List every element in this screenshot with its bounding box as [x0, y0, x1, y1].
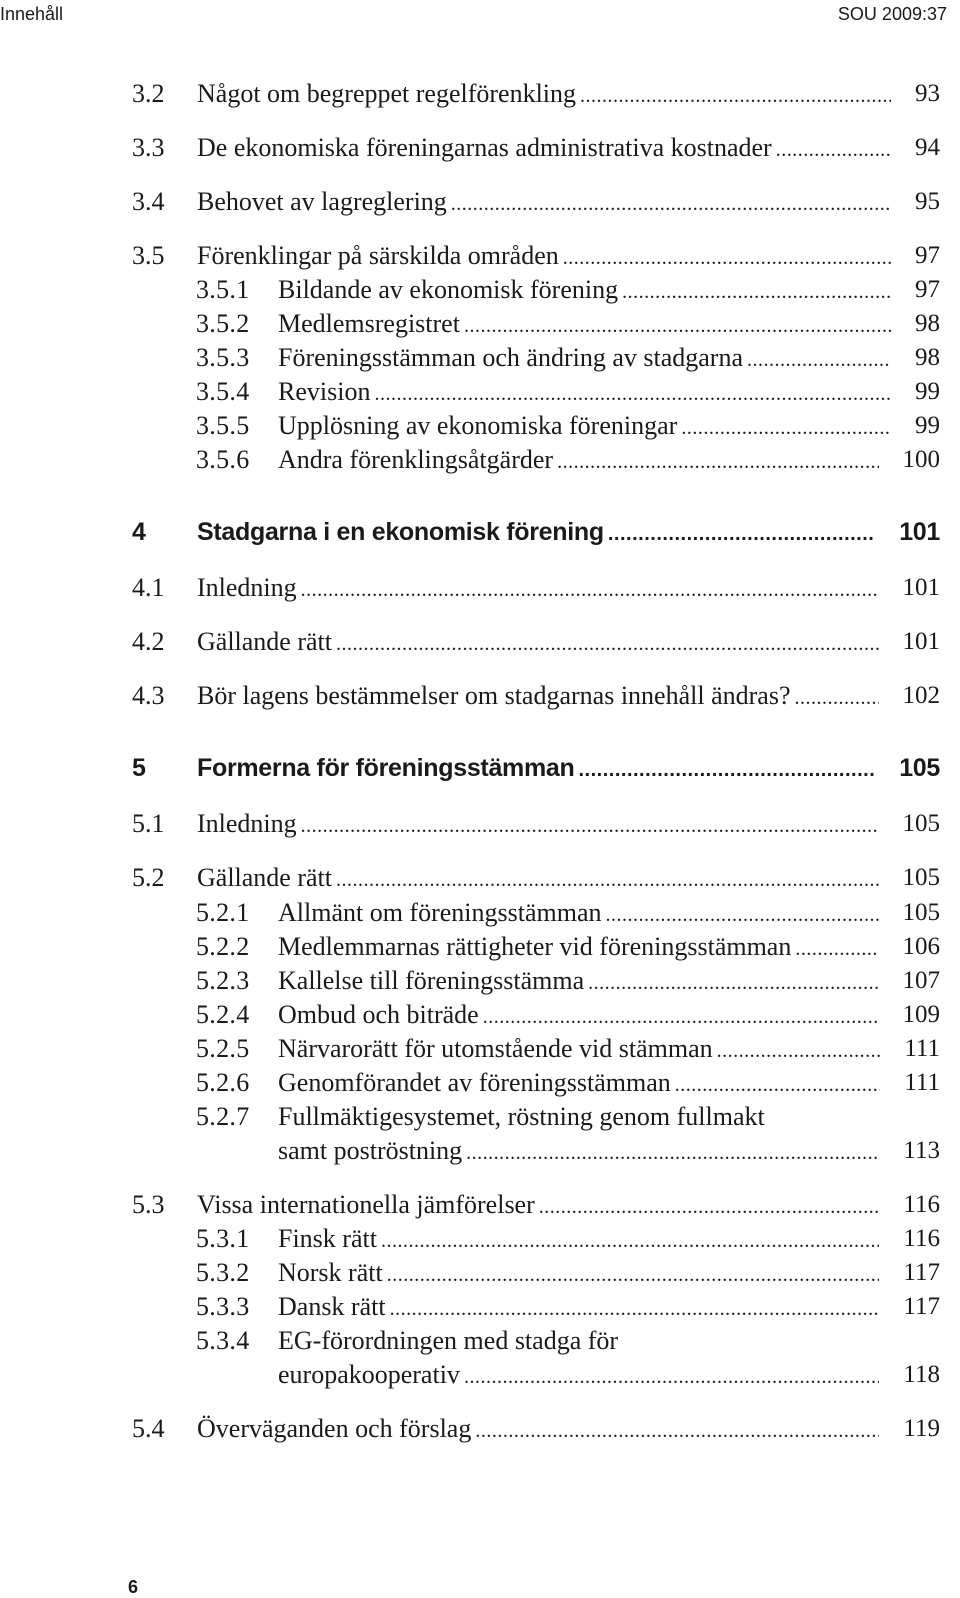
toc-entry-page: 107 — [902, 967, 940, 994]
toc-entry-number: 5.2.5 — [196, 1034, 250, 1063]
toc-entry-page: 105 — [899, 754, 940, 782]
toc-entry-number: 5.3.3 — [196, 1292, 250, 1321]
toc-dot-leader — [464, 308, 891, 340]
toc-entry-title: Inledning — [197, 809, 297, 838]
toc-entry-number: 5.3.4 — [196, 1326, 250, 1355]
toc-entry-page: 116 — [903, 1191, 940, 1218]
toc-entry-number: 3.3 — [132, 133, 165, 162]
toc-entry-title: Finsk rätt — [278, 1224, 377, 1253]
toc-entry-number: 3.5.2 — [196, 309, 250, 338]
toc-entry-title: Överväganden och förslag — [197, 1414, 472, 1443]
toc-entry-title: Genomförandet av föreningsstämman — [278, 1068, 671, 1097]
running-header-right: SOU 2009:37 — [837, 4, 947, 24]
toc-entry-title: Gällande rätt — [197, 627, 332, 656]
toc-dot-leader — [794, 680, 878, 712]
toc-entry-page: 105 — [902, 810, 940, 837]
toc-dot-leader — [464, 1359, 879, 1391]
toc-entry-number: 3.5 — [132, 241, 165, 270]
toc-entry-title: Förenklingar på särskilda områden — [197, 241, 559, 270]
toc-entry-number: 5.2.3 — [196, 966, 250, 995]
toc-entry-title: Norsk rätt — [278, 1258, 383, 1287]
toc-entry-number: 5.2.4 — [196, 1000, 250, 1029]
toc-entry-number: 5.2.1 — [196, 898, 250, 927]
toc-entry-title: Medlemmarnas rättigheter vid föreningsstämman — [278, 932, 792, 961]
toc-entry-page: 97 — [915, 242, 940, 269]
toc-dot-leader — [588, 965, 878, 997]
toc-entry-number: 3.4 — [132, 187, 165, 216]
toc-dot-leader — [622, 274, 891, 306]
toc-entry-title: samt poströstning — [278, 1136, 463, 1165]
toc-entry-number: 5.2 — [132, 863, 165, 892]
toc-dot-leader — [578, 752, 875, 784]
toc-dot-leader — [451, 186, 891, 218]
toc-entry-number: 5.3.2 — [196, 1258, 250, 1287]
toc-entry-number: 5.2.2 — [196, 932, 250, 961]
toc-entry-title: EG-förordningen med stadga för — [278, 1326, 619, 1355]
toc-entry-page: 98 — [915, 344, 940, 371]
toc-entry-page: 106 — [902, 933, 940, 960]
toc-entry-title: Föreningsstämman och ändring av stadgarna — [278, 343, 743, 372]
toc-dot-leader — [336, 626, 879, 658]
toc-entry-page: 117 — [903, 1293, 940, 1320]
toc-dot-leader — [483, 999, 879, 1031]
toc-entry-page: 105 — [902, 899, 940, 926]
toc-entry-number: 3.2 — [132, 79, 165, 108]
toc-entry-title: Revision — [278, 377, 371, 406]
toc-dot-leader — [557, 444, 878, 476]
toc-entry-title: Andra förenklingsåtgärder — [278, 445, 554, 474]
toc-dot-leader — [608, 516, 875, 548]
toc-entry-title: Närvarorätt för utomstående vid stämman — [278, 1034, 713, 1063]
toc-entry-number: 5.2.7 — [196, 1102, 250, 1131]
toc-entry-page: 113 — [903, 1137, 940, 1164]
toc-entry-title: Något om begreppet regelförenkling — [197, 79, 577, 108]
toc-entry-page: 119 — [903, 1415, 940, 1442]
toc-dot-leader — [795, 931, 878, 963]
toc-entry-title: Vissa internationella jämförelser — [197, 1190, 535, 1219]
toc-dot-leader — [580, 78, 891, 110]
toc-dot-leader — [776, 132, 891, 164]
toc-entry-number: 3.5.3 — [196, 343, 250, 372]
toc-dot-leader — [301, 572, 879, 604]
page-number: 6 — [128, 1577, 139, 1597]
toc-entry-page: 118 — [903, 1361, 940, 1388]
toc-entry-title: Formerna för föreningsstämman — [197, 754, 575, 782]
toc-entry-number: 5.3 — [132, 1190, 165, 1219]
toc-entry-number: 5.4 — [132, 1414, 165, 1443]
toc-dot-leader — [387, 1257, 880, 1289]
toc-entry-page: 99 — [915, 378, 940, 405]
toc-dot-leader — [381, 1223, 879, 1255]
toc-entry-number: 5.3.1 — [196, 1224, 250, 1253]
toc-entry-page: 111 — [904, 1035, 940, 1062]
toc-dot-leader — [563, 240, 891, 272]
toc-entry-title: Fullmäktigesystemet, röstning genom fullmakt — [278, 1102, 765, 1131]
toc-dot-leader — [747, 342, 891, 374]
toc-dot-leader — [390, 1291, 880, 1323]
toc-entry-page: 97 — [915, 276, 940, 303]
toc-entry-page: 93 — [915, 80, 940, 107]
toc-dot-leader — [301, 808, 879, 840]
toc-entry-title: Dansk rätt — [278, 1292, 386, 1321]
toc-dot-leader — [681, 410, 891, 442]
toc-entry-number: 3.5.5 — [196, 411, 250, 440]
toc-entry-number: 4.2 — [132, 627, 165, 656]
toc-entry-number: 3.5.6 — [196, 445, 250, 474]
toc-dot-leader — [606, 897, 879, 929]
running-header-left: Innehåll — [0, 4, 64, 24]
toc-entry-page: 105 — [902, 864, 940, 891]
toc-entry-title: Behovet av lagreglering — [197, 187, 447, 216]
toc-entry-title: Ombud och biträde — [278, 1000, 479, 1029]
toc-entry-number: 4.1 — [132, 573, 165, 602]
toc-entry-number: 5.2.6 — [196, 1068, 250, 1097]
toc-entry-page: 109 — [902, 1001, 940, 1028]
toc-entry-title: Stadgarna i en ekonomisk förening — [197, 518, 604, 546]
toc-entry-page: 99 — [915, 412, 940, 439]
toc-entry-page: 100 — [902, 446, 940, 473]
toc-entry-title: Medlemsregistret — [278, 309, 460, 338]
toc-entry-page: 101 — [902, 628, 940, 655]
toc-dot-leader — [717, 1033, 881, 1065]
toc-entry-page: 116 — [903, 1225, 940, 1252]
toc-entry-page: 101 — [902, 574, 940, 601]
toc-entry-page: 102 — [902, 682, 940, 709]
toc-entry-title: Bör lagens bestämmelser om stadgarnas innehåll ändras? — [197, 681, 791, 710]
toc-entry-title: Kallelse till föreningsstämma — [278, 966, 585, 995]
toc-dot-leader — [475, 1413, 879, 1445]
toc-dot-leader — [539, 1189, 880, 1221]
toc-entry-number: 4 — [132, 518, 146, 546]
toc-entry-title: Inledning — [197, 573, 297, 602]
toc-entry-title: Bildande av ekonomisk förening — [278, 275, 619, 304]
toc-dot-leader — [466, 1135, 879, 1167]
toc-entry-title: De ekonomiska föreningarnas administrativa kostnader — [197, 133, 772, 162]
toc-entry-number: 4.3 — [132, 681, 165, 710]
toc-dot-leader — [336, 862, 879, 894]
toc-entry-page: 117 — [903, 1259, 940, 1286]
toc-dot-leader — [675, 1067, 881, 1099]
toc-entry-title: Gällande rätt — [197, 863, 332, 892]
toc-entry-title: Allmänt om föreningsstämman — [278, 898, 602, 927]
toc-entry-page: 95 — [915, 188, 940, 215]
toc-entry-number: 3.5.4 — [196, 377, 250, 406]
toc-entry-number: 3.5.1 — [196, 275, 250, 304]
toc-entry-title: europakooperativ — [278, 1360, 460, 1389]
toc-entry-page: 98 — [915, 310, 940, 337]
toc-entry-number: 5.1 — [132, 809, 165, 838]
toc-entry-page: 111 — [904, 1069, 940, 1096]
toc-entry-page: 101 — [899, 518, 940, 546]
toc-dot-leader — [374, 376, 891, 408]
toc-entry-number: 5 — [132, 754, 146, 782]
toc-entry-title: Upplösning av ekonomiska föreningar — [278, 411, 678, 440]
toc-entry-page: 94 — [915, 134, 940, 161]
